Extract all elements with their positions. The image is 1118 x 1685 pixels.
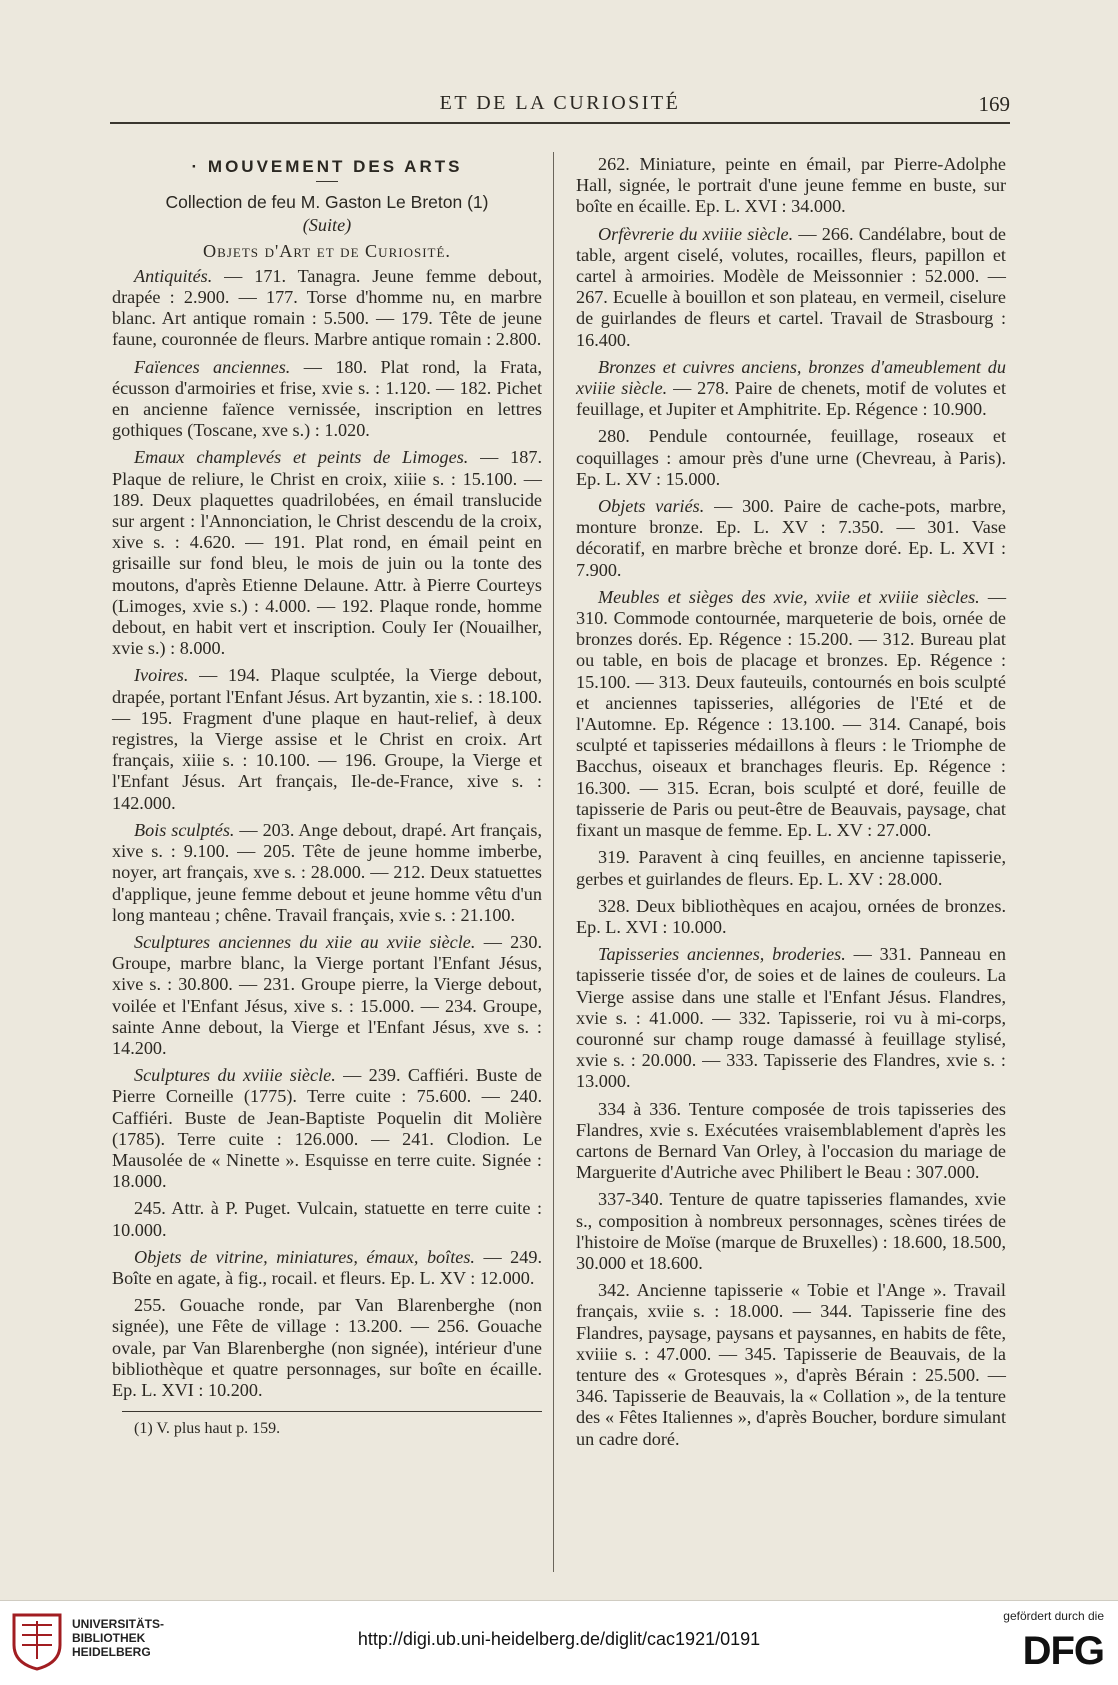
- catalog-entry: [576, 896, 1006, 938]
- footnote-rule: [122, 1411, 542, 1412]
- permalink-url[interactable]: http://digi.ub.uni-heidelberg.de/diglit/cac1921/0191: [357, 1629, 761, 1649]
- subsection-heading: Objets d'Art et de Curiosité.: [203, 240, 451, 261]
- catalog-entry: [112, 932, 542, 1059]
- right-column: [576, 154, 1006, 1456]
- entry-text: 262. Miniature, peinte en émail, par Pierre-Adolphe Hall, signée, le portrait d'une jeune femme en buste, sur boîte en écaille. Ep. L. XVI : 34.000.: [576, 154, 1006, 217]
- entry-text: — 230. Groupe, marbre blanc, la Vierge portant l'Enfant Jésus, xive s. : 30.800. — 231. Groupe pierre, la Vierge debout, voilée et l'Enfant Jésus, xive s. : 15.000. — 234. Groupe, sainte Anne debout, la Vierge et l'Enfant Jésus, xve s. : 14.200.: [112, 931, 542, 1058]
- catalog-entry: [576, 224, 1006, 351]
- entry-text: 280. Pendule contournée, feuillage, roseaux et coquillages : amour près d'une urne (Chevreau, à Paris). Ep. L. XV : 15.000.: [576, 426, 1006, 489]
- category-label: Objets de vitrine, miniatures, émaux, boîtes.: [134, 1246, 475, 1267]
- category-label: Emaux champlevés et peints de Limoges.: [134, 447, 469, 468]
- funder-label: gefördert durch die: [1003, 1609, 1104, 1623]
- column-divider: [553, 152, 554, 1572]
- dfg-logo[interactable]: DFG: [1022, 1629, 1104, 1673]
- catalog-entry: [112, 266, 542, 351]
- viewer-footer: [0, 1600, 1118, 1685]
- entry-text: — 300. Paire de cache-pots, marbre, monture bronze. Ep. L. XV : 7.350. — 301. Vase décoratif, en marbre brèche et bronze doré. Ep. L. XVI : 7.900.: [576, 496, 1006, 580]
- entry-text: — 249. Boîte en agate, à fig., rocail. et fleurs. Ep. L. XV : 12.000.: [112, 1246, 543, 1288]
- category-label: Ivoires.: [134, 665, 189, 686]
- catalog-entry: [112, 447, 542, 659]
- catalog-entry: [576, 1189, 1006, 1274]
- catalog-entry: [576, 496, 1006, 581]
- entry-text: 255. Gouache ronde, par Van Blarenberghe (non signée), une Fête de village : 13.200. — 256. Gouache ovale, par Van Blarenberghe (non signée), intérieur d'une bibliothèque et quatre personnages, sur boîte en écaille. Ep. L. XVI : 10.200.: [112, 1295, 542, 1400]
- category-label: Sculptures anciennes du xiie au xviie siècle.: [134, 931, 476, 952]
- left-entries: [112, 266, 542, 1401]
- catalog-entry: [112, 820, 542, 926]
- entry-text: 334 à 336. Tenture composée de trois tapisseries des Flandres, xvie s. Exécutées vraisemblablement d'après les cartons de Bernard Van Orley, à l'occasion du mariage de Marguerite d'Autriche avec Philibert le Beau : 307.000.: [576, 1098, 1006, 1183]
- institution-line: HEIDELBERG: [72, 1645, 151, 1659]
- entry-text: — 171. Tanagra. Jeune femme debout, drapée : 2.900. — 177. Torse d'homme nu, en marbre blanc. Art antique romain : 5.500. — 179. Tête de jeune faune, couronnée de fleurs. Marbre antique romain : 2.800.: [112, 265, 542, 350]
- catalog-entry: [576, 847, 1006, 889]
- suite-label: (Suite): [302, 215, 352, 236]
- entry-text: — 180. Plat rond, la Frata, écusson d'armoiries et frise, xvie s. : 1.120. — 182. Pichet en ancienne faïence vernissée, inscription en lettres gothiques (Toscane, xve s.) : 1.020.: [112, 356, 542, 441]
- category-label: Sculptures du xviiie siècle.: [134, 1065, 336, 1086]
- entry-text: 328. Deux bibliothèques en acajou, ornées de bronzes. Ep. L. XVI : 10.000.: [576, 895, 1006, 937]
- category-label: Bronzes et cuivres anciens, bronzes d'ameublement du xviiie siècle.: [576, 356, 1006, 399]
- catalog-entry: [112, 665, 542, 813]
- category-label: Tapisseries anciennes, broderies.: [598, 944, 846, 965]
- category-label: Meubles et sièges des xvie, xviie et xviiie siècles.: [598, 586, 980, 607]
- entry-text: 342. Ancienne tapisserie « Tobie et l'Ange ». Travail français, xviie s. : 18.000. — 344. Tapisserie fine des Flandres, paysage, paysans et paysannes, en habits de fête, xviiie s. : 47.000. — 345. Tapisserie de Beauvais, de la tenture des « Grotesques », d'après Bérain : 25.500. — 346. Tapisserie de Beauvais, la « Collation », de la tenture des « Fêtes Italiennes », d'après Boucher, bordure simulant un cadre doré.: [576, 1280, 1006, 1449]
- category-label: Objets variés.: [598, 496, 705, 517]
- entry-text: — 310. Commode contournée, marqueterie de bois, ornée de bronzes dorés. Ep. Régence : 15.200. — 312. Bureau plat ou table, en bois de placage et bronzes. Ep. Régence : 15.100. — 313. Deux fauteuils, contournés en bois sculpté et anciennes tapisseries, allégories de l'Eté et de l'Automne. Ep. Régence : 13.100. — 314. Canapé, bois sculpté et tapisseries médaillons à fleurs : le Triomphe de Bacchus, oiseaux et branchages fleuris. Ep. Régence : 16.300. — 315. Ecran, bois sculpté et doré, feuille de tapisserie de Paris ou peut-être de Beauvais, paysage, chat fixant un masque de femme. Ep. L. XV : 27.000.: [576, 586, 1006, 841]
- page-number: 169: [978, 92, 1010, 116]
- footnote: (1) V. plus haut p. 159.: [134, 1420, 281, 1438]
- entry-text: — 331. Panneau en tapisserie tissée d'or, de soies et de laines de couleurs. La Vierge assise dans une stalle et l'Enfant Jésus. Flandres, xvie s. : 41.000. — 332. Tapisserie, roi vu à mi-corps, couronné sur champ rouge damassé à feuillage stylisé, xvie s. : 20.000. — 333. Tapisserie des Flandres, xvie s. : 13.000.: [576, 944, 1006, 1092]
- entry-text: — 278. Paire de chenets, motif de volutes et feuillage, et Jupiter et Amphitrite. Ep. Régence : 10.900.: [576, 378, 1007, 420]
- entry-text: 245. Attr. à P. Puget. Vulcain, statuette en terre cuite : 10.000.: [112, 1198, 542, 1240]
- left-column: [112, 154, 542, 1439]
- entry-text: — 266. Candélabre, bout de table, argent ciselé, volutes, rocailles, fleurs, papillon et cartel à armoiries. Modèle de Meissonnier : 52.000. — 267. Ecuelle à bouillon et son plateau, en vermeil, ciselure de guirlandes de fleurs et cartel. Travail de Strasbourg : 16.400.: [576, 223, 1006, 350]
- catalog-entry: [112, 1247, 542, 1289]
- entry-text: 337-340. Tenture de quatre tapisseries flamandes, xvie s., composition à nombreux personnages, scènes tirées de l'histoire de Moïse (marque de Bruxelles) : 18.600, 18.500, 30.000 et 18.600.: [576, 1189, 1006, 1273]
- catalog-entry: [576, 357, 1006, 421]
- catalog-entry: [112, 1295, 542, 1401]
- institution-line: UNIVERSITÄTS-: [72, 1617, 165, 1631]
- entry-text: — 187. Plaque de reliure, le Christ en croix, xiiie s. : 15.100. — 189. Deux plaquettes quadrilobées, en émail translucide sur argent : l'Annonciation, le Christ descendu de la croix, xive s. : 4.620. — 191. Plat rond, en émail peint en grisaille sur fond bleu, le mois de juin ou la tonte des moutons, d'après Etienne Delaune. Attr. à Pierre Courteys (Limoges, xvie s.) : 4.000. — 192. Plaque ronde, homme debout, en habit vert et inscription. Couly Ier (Nouailher, xvie s.) : 8.000.: [112, 447, 543, 659]
- catalog-entry: [576, 426, 1006, 490]
- catalog-entry: [576, 587, 1006, 841]
- collection-title: Collection de feu M. Gaston Le Breton (1): [165, 192, 489, 213]
- entry-text: — 203. Ange debout, drapé. Art français, xive s. : 9.100. — 205. Tête de jeune homme imberbe, noyer, art français, xve s. : 28.000. — 212. Deux statuettes d'applique, jeune femme debout et jeune homme vêtu d'un long manteau ; chêne. Travail français, xvie s. : 21.100.: [112, 819, 542, 925]
- entry-text: — 194. Plaque sculptée, la Vierge debout, drapée, portant l'Enfant Jésus. Art byzantin, xie s. : 18.100. — 195. Fragment d'une plaque en haut-relief, à deux registres, la Vierge assise et le Christ en croix. Art français, xiiie s. : 10.100. — 196. Groupe, la Vierge et l'Enfant Jésus. Art français, Ile-de-France, xive s. : 142.000.: [112, 665, 542, 813]
- entry-text: 319. Paravent à cinq feuilles, en ancienne tapisserie, gerbes et guirlandes de fleurs. Ep. L. XV : 28.000.: [576, 847, 1006, 889]
- catalog-entry: [112, 357, 542, 442]
- entry-text: — 239. Caffiéri. Buste de Pierre Corneille (1775). Terre cuite : 75.600. — 240. Caffiéri. Buste de Jean-Baptiste Poquelin dit Molière (1785). Terre cuite : 126.000. — 241. Clodion. Le Mausolée de « Ninette ». Esquisse en terre cuite. Signée : 18.000.: [112, 1065, 542, 1192]
- header-rule: [110, 122, 1010, 124]
- institution-line: BIBLIOTHEK: [72, 1631, 146, 1645]
- category-label: Orfèvrerie du xviiie siècle.: [598, 223, 794, 244]
- category-label: Antiquités.: [134, 265, 213, 286]
- catalog-entry: [576, 1099, 1006, 1184]
- section-title: · MOUVEMENT DES ARTS: [191, 157, 463, 176]
- catalog-entry: [576, 154, 1006, 218]
- catalog-entry: [112, 1065, 542, 1192]
- right-entries: [576, 154, 1006, 1450]
- title-rule: [316, 181, 338, 182]
- category-label: Faïences anciennes.: [134, 356, 291, 377]
- running-head: [110, 88, 1010, 122]
- catalog-entry: [576, 944, 1006, 1092]
- running-title: ET DE LA CURIOSITÉ: [439, 92, 681, 114]
- catalog-entry: [576, 1280, 1006, 1450]
- catalog-entry: [112, 1198, 542, 1240]
- category-label: Bois sculptés.: [134, 819, 235, 840]
